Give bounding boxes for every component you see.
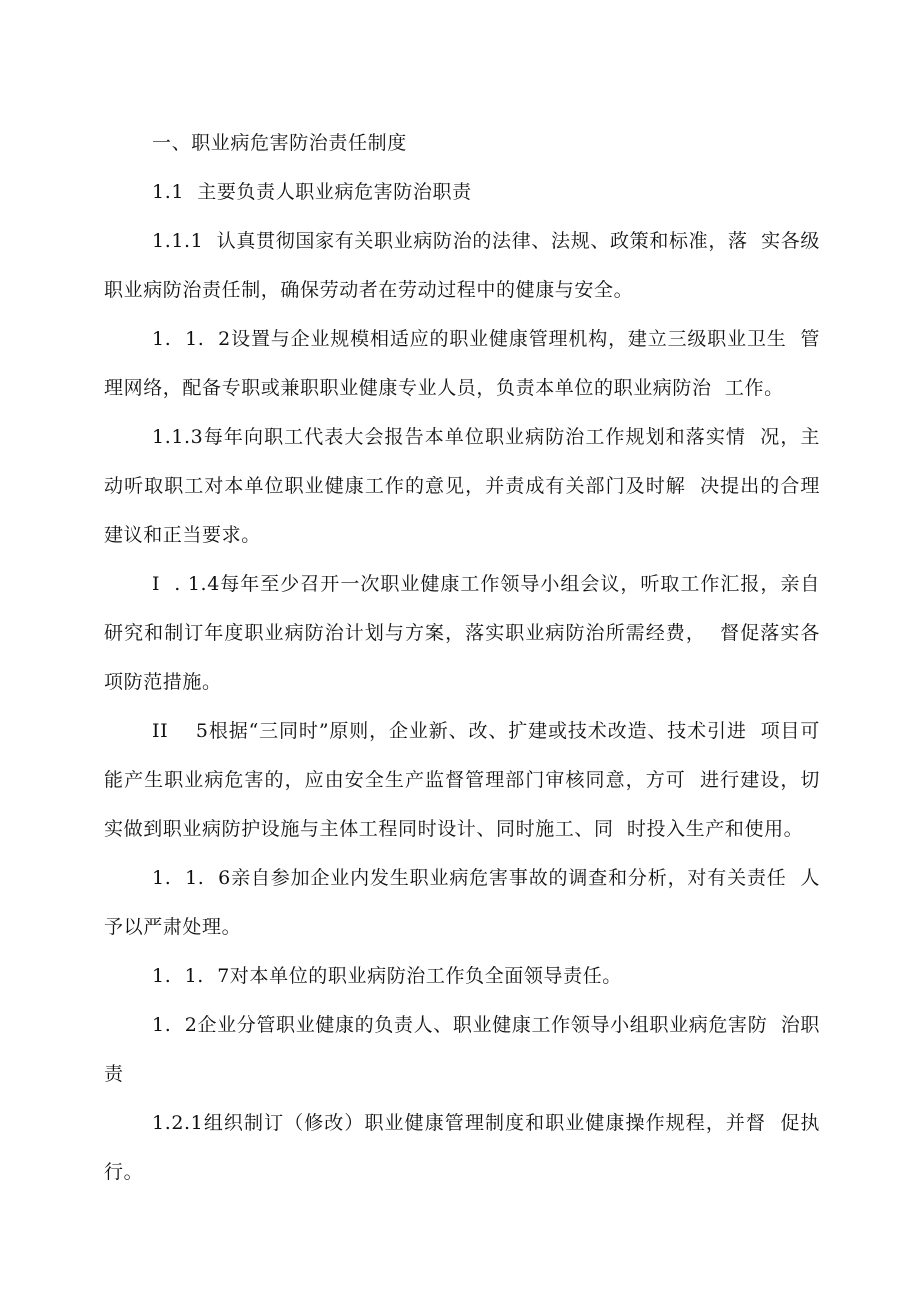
section-heading: 一、职业病危害防治责任制度	[152, 132, 407, 154]
paragraph-1-1-1: 1.1.1 认真贯彻国家有关职业病防治的法律、法规、政策和标准，落 实各级职业病防治责任制，确保劳动者在劳动过程中的健康与安全。	[104, 230, 820, 301]
paragraph-1-1-7: 1. 1. 7对本单位的职业病防治工作负全面领导责任。	[152, 965, 622, 987]
paragraph-1-1-3: 1.1.3每年向职工代表大会报告本单位职业病防治工作规划和落实情 况，主动听取职工对本单位职业健康工作的意见，并责成有关部门及时解 决提出的合理建议和正当要求。	[104, 426, 820, 546]
paragraph-1-2: 1. 2企业分管职业健康的负责人、职业健康工作领导小组职业病危害防 治职责	[104, 1014, 820, 1085]
paragraph-1-1-2: 1. 1. 2设置与企业规模相适应的职业健康管理机构，建立三级职业卫生 管理网络，配备专职或兼职职业健康专业人员，负责本单位的职业病防治 工作。	[104, 328, 820, 399]
paragraph-1-1: 1.1 主要负责人职业病危害防治职责	[152, 181, 472, 203]
paragraph-1-1-6: 1. 1. 6亲自参加企业内发生职业病危害事故的调查和分析，对有关责任 人予以严肃处理。	[104, 867, 820, 938]
paragraph-1-1-5: II 5根据“三同时”原则，企业新、改、扩建或技术改造、技术引进 项目可能产生职业病危害的，应由安全生产监督管理部门审核同意，方可 进行建设，切实做到职业病防护设施与主体工程同时设计、同时施工、同 时投入生产和使用。	[104, 720, 820, 840]
paragraph-1-2-1: 1.2.1组织制订（修改）职业健康管理制度和职业健康操作规程，并督 促执行。	[104, 1112, 820, 1183]
paragraph-1-1-4: I . 1.4每年至少召开一次职业健康工作领导小组会议，听取工作汇报，亲自研究和制订年度职业病防治计划与方案，落实职业病防治所需经费， 督促落实各项防范措施。	[104, 573, 820, 693]
